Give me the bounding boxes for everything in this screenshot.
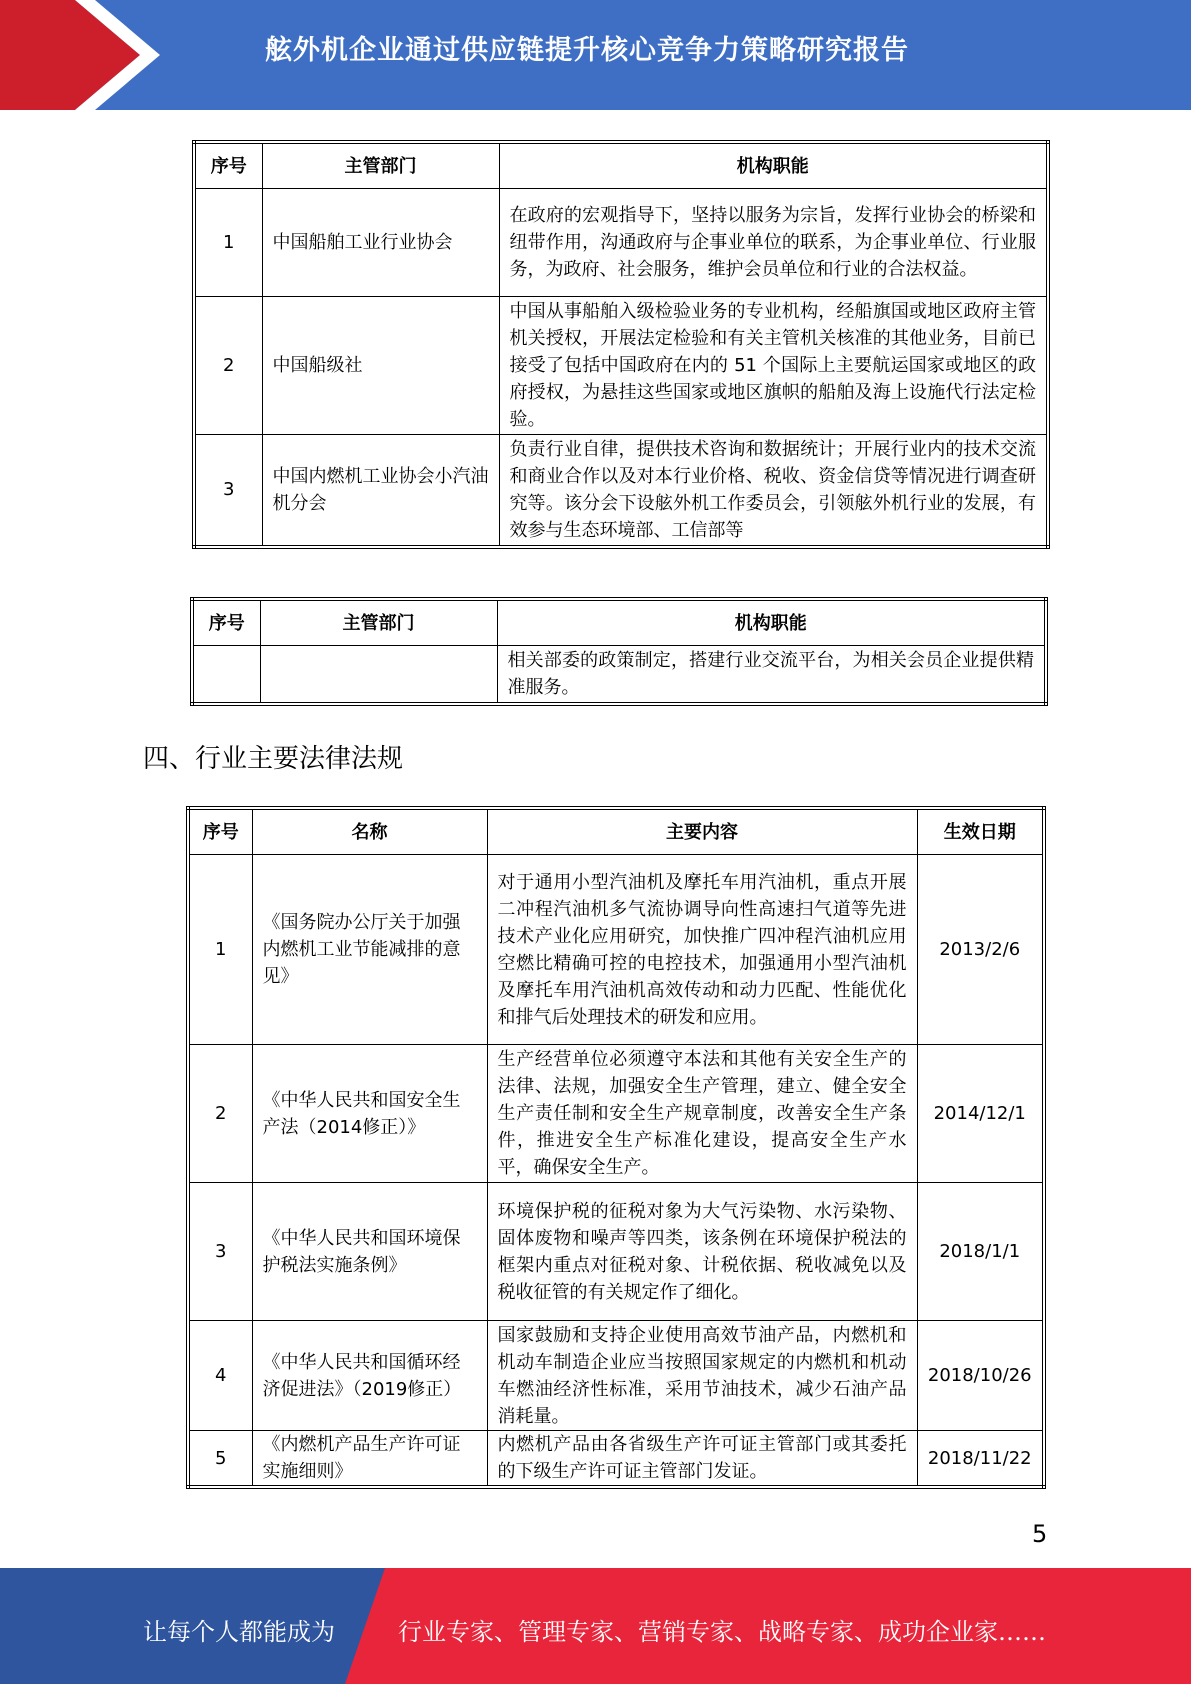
cell-no: 5 bbox=[188, 1431, 252, 1488]
cell-content: 内燃机产品由各省级生产许可证主管部门或其委托的下级生产许可证主管部门发证。 bbox=[487, 1431, 917, 1488]
table-row bbox=[188, 1321, 1044, 1431]
cell-dept: 中国船级社 bbox=[262, 297, 499, 435]
cell-content: 生产经营单位必须遵守本法和其他有关安全生产的法律、法规，加强安全生产管理，建立、健全安全生产责任制和安全生产规章制度，改善安全生产条件，推进安全生产标准化建设，提高安全生产水平，确保安全生产。 bbox=[487, 1045, 917, 1183]
report-header-banner bbox=[0, 0, 1191, 110]
cell-name: 《中华人民共和国循环经济促进法》（2019修正） bbox=[252, 1321, 487, 1431]
cell-date: 2014/12/1 bbox=[917, 1045, 1044, 1183]
cell-content: 对于通用小型汽油机及摩托车用汽油机，重点开展二冲程汽油机多气流协调导向性高速扫气道等先进技术产业化应用研究，加快推广四冲程汽油机应用空燃比精确可控的电控技术，加强通用小型汽油机及摩托车用汽油机高效传动和动力匹配、性能优化和排气后处理技术的研发和应用。 bbox=[487, 855, 917, 1045]
cell-function: 相关部委的政策制定，搭建行业交流平台，为相关会员企业提供精准服务。 bbox=[497, 646, 1046, 704]
cell-date: 2018/11/22 bbox=[917, 1431, 1044, 1488]
table-header-row bbox=[194, 142, 1048, 189]
cell-content: 国家鼓励和支持企业使用高效节油产品，内燃机和机动车制造企业应当按照国家规定的内燃机和机动车燃油经济性标准，采用节油技术，减少石油产品消耗量。 bbox=[487, 1321, 917, 1431]
col-header-no: 序号 bbox=[194, 142, 262, 189]
page-number: 5 bbox=[1032, 1520, 1048, 1548]
col-header-content: 主要内容 bbox=[487, 808, 917, 855]
cell-no: 4 bbox=[188, 1321, 252, 1431]
col-header-function: 机构职能 bbox=[497, 599, 1046, 646]
report-title: 舷外机企业通过供应链提升核心竞争力策略研究报告 bbox=[265, 35, 909, 66]
col-header-dept: 主管部门 bbox=[262, 142, 499, 189]
cell-dept bbox=[260, 646, 497, 704]
laws-table bbox=[186, 806, 1046, 1489]
cell-function: 负责行业自律，提供技术咨询和数据统计；开展行业内的技术交流和商业合作以及对本行业价格、税收、资金信贷等情况进行调查研究等。该分会下设舷外机工作委员会，引领舷外机行业的发展，有效参与生态环境部、工信部等 bbox=[499, 435, 1048, 547]
cell-no: 3 bbox=[188, 1183, 252, 1321]
cell-no: 2 bbox=[188, 1045, 252, 1183]
col-header-no: 序号 bbox=[188, 808, 252, 855]
slogan-footer bbox=[0, 1568, 1191, 1684]
table-row bbox=[194, 297, 1048, 435]
table-row bbox=[188, 855, 1044, 1045]
table-row bbox=[194, 189, 1048, 297]
table-row bbox=[188, 1183, 1044, 1321]
table-row bbox=[188, 1431, 1044, 1488]
cell-date: 2018/1/1 bbox=[917, 1183, 1044, 1321]
authority-table-1 bbox=[192, 140, 1050, 549]
table-row bbox=[192, 646, 1046, 704]
cell-name: 《内燃机产品生产许可证实施细则》 bbox=[252, 1431, 487, 1488]
cell-name: 《中华人民共和国安全生产法（2014修正）》 bbox=[252, 1045, 487, 1183]
cell-content: 环境保护税的征税对象为大气污染物、水污染物、固体废物和噪声等四类，该条例在环境保护税法的框架内重点对征税对象、计税依据、税收减免以及税收征管的有关规定作了细化。 bbox=[487, 1183, 917, 1321]
section-heading: 四、行业主要法律法规 bbox=[143, 744, 404, 774]
cell-no: 1 bbox=[188, 855, 252, 1045]
authority-table-2 bbox=[190, 597, 1048, 706]
col-header-dept: 主管部门 bbox=[260, 599, 497, 646]
cell-name: 《中华人民共和国环境保护税法实施条例》 bbox=[252, 1183, 487, 1321]
table-header-row bbox=[188, 808, 1044, 855]
col-header-no: 序号 bbox=[192, 599, 260, 646]
cell-no bbox=[192, 646, 260, 704]
cell-date: 2018/10/26 bbox=[917, 1321, 1044, 1431]
table-header-row bbox=[192, 599, 1046, 646]
cell-no: 3 bbox=[194, 435, 262, 547]
cell-no: 1 bbox=[194, 189, 262, 297]
table-row bbox=[188, 1045, 1044, 1183]
cell-function: 中国从事船舶入级检验业务的专业机构，经船旗国或地区政府主管机关授权，开展法定检验和有关主管机关核准的其他业务，目前已接受了包括中国政府在内的 51 个国际上主要航运国家或地区的政府授权，为悬挂这些国家或地区旗帜的船舶及海上设施代行法定检验。 bbox=[499, 297, 1048, 435]
footer-slogan-left: 让每个人都能成为 bbox=[143, 1618, 335, 1646]
cell-no: 2 bbox=[194, 297, 262, 435]
cell-dept: 中国内燃机工业协会小汽油机分会 bbox=[262, 435, 499, 547]
col-header-name: 名称 bbox=[252, 808, 487, 855]
cell-dept: 中国船舶工业行业协会 bbox=[262, 189, 499, 297]
cell-date: 2013/2/6 bbox=[917, 855, 1044, 1045]
footer-slogan-right: 行业专家、管理专家、营销专家、战略专家、成功企业家…… bbox=[398, 1618, 1046, 1646]
cell-function: 在政府的宏观指导下，坚持以服务为宗旨，发挥行业协会的桥梁和纽带作用，沟通政府与企事业单位的联系，为企事业单位、行业服务，为政府、社会服务，维护会员单位和行业的合法权益。 bbox=[499, 189, 1048, 297]
cell-name: 《国务院办公厅关于加强内燃机工业节能减排的意见》 bbox=[252, 855, 487, 1045]
col-header-function: 机构职能 bbox=[499, 142, 1048, 189]
col-header-date: 生效日期 bbox=[917, 808, 1044, 855]
table-row bbox=[194, 435, 1048, 547]
